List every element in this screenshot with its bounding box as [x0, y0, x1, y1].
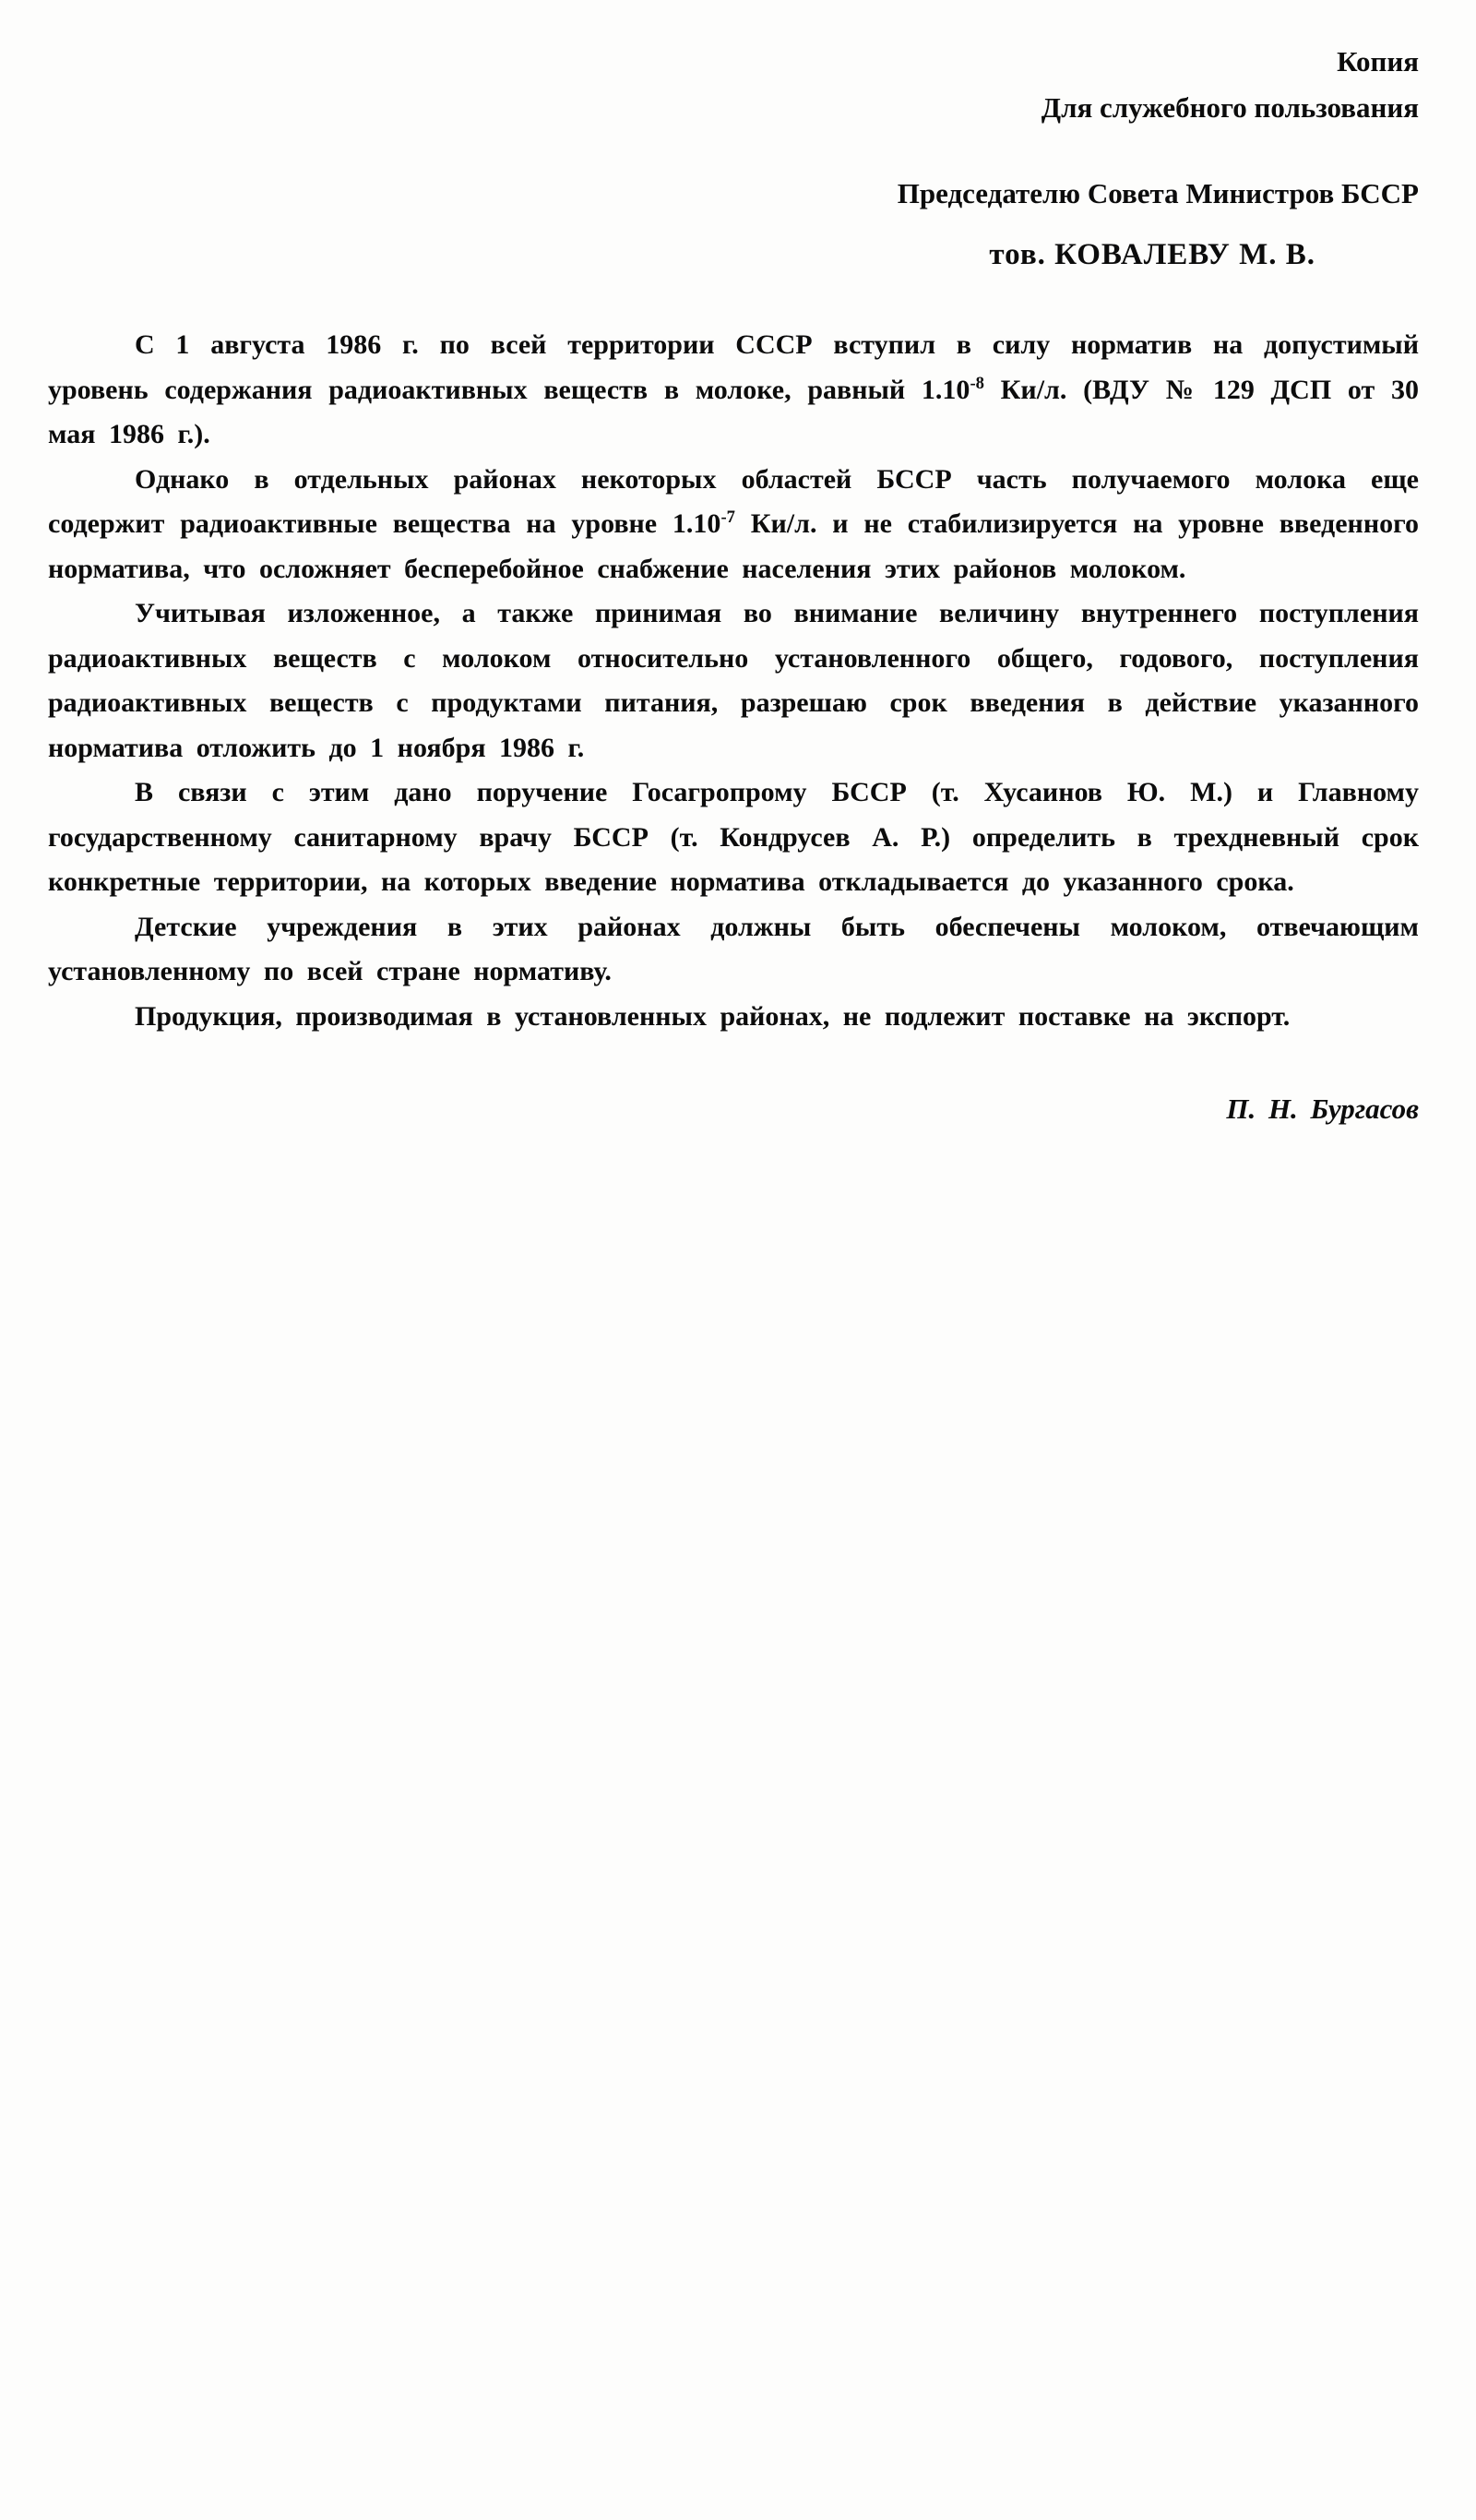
copy-stamp: Копия [1337, 45, 1419, 78]
paragraph-text: Однако в отдельных районах некоторых областей БССР часть получаемого молока еще содержит радиоактивные вещества на уровне 1.10 [48, 463, 1419, 539]
paragraph [48, 905, 1419, 995]
classification-block [48, 39, 1419, 131]
addressee-title: Председателю Совета Министров БССР [897, 177, 1419, 209]
letter-body [48, 323, 1419, 1039]
paragraph-text: Продукция, производимая в установленных районах, не подлежит поставке на экспорт. [135, 1000, 1291, 1032]
paragraph [48, 591, 1419, 770]
paragraph-text: Ки/л. и не стабилизируется на уровне введенного норматива, что осложняет бесперебойное снабжение населения этих районов молоком. [48, 508, 1419, 584]
paragraph-text: Ки/л. (ВДУ № 129 ДСП от 30 мая 1986 г.). [48, 374, 1419, 449]
addressee-name: тов. КОВАЛЕВУ М. В. [989, 238, 1315, 271]
restricted-use-label: Для служебного пользования [1041, 91, 1419, 124]
paragraph [48, 770, 1419, 905]
paragraph [48, 458, 1419, 592]
paragraph-text: С 1 августа 1986 г. по всей территории СССР вступил в силу норматив на допустимый уровень содержания радиоактивных веществ в молоке, равный 1.10 [48, 329, 1419, 405]
superscript-exponent: -8 [970, 373, 984, 393]
paragraph-text: Детские учреждения в этих районах должны быть обеспечены молоком, отвечающим установленному по всей стране нормативу. [48, 911, 1419, 986]
addressee-block [48, 173, 1419, 275]
paragraph-text: Учитывая изложенное, а также принимая во внимание величину внутреннего поступления радиоактивных веществ с молоком относительно установленного общего, годового, поступления радиоактивных веществ с продуктами питания, разрешаю срок введения в действие указанного норматива отложить до 1 ноября 1986 г. [48, 598, 1419, 763]
signature: П. Н. Бургасов [1226, 1093, 1419, 1125]
paragraph-text: В связи с этим дано поручение Госагропрому БССР (т. Хусаинов Ю. М.) и Главному государственному санитарному врачу БССР (т. Кондрусев А. Р.) определить в трехдневный срок конкретные территории, на которых введение норматива откладывается до указанного срока. [48, 777, 1419, 897]
paragraph [48, 995, 1419, 1040]
superscript-exponent: -7 [720, 508, 735, 527]
paragraph [48, 323, 1419, 458]
